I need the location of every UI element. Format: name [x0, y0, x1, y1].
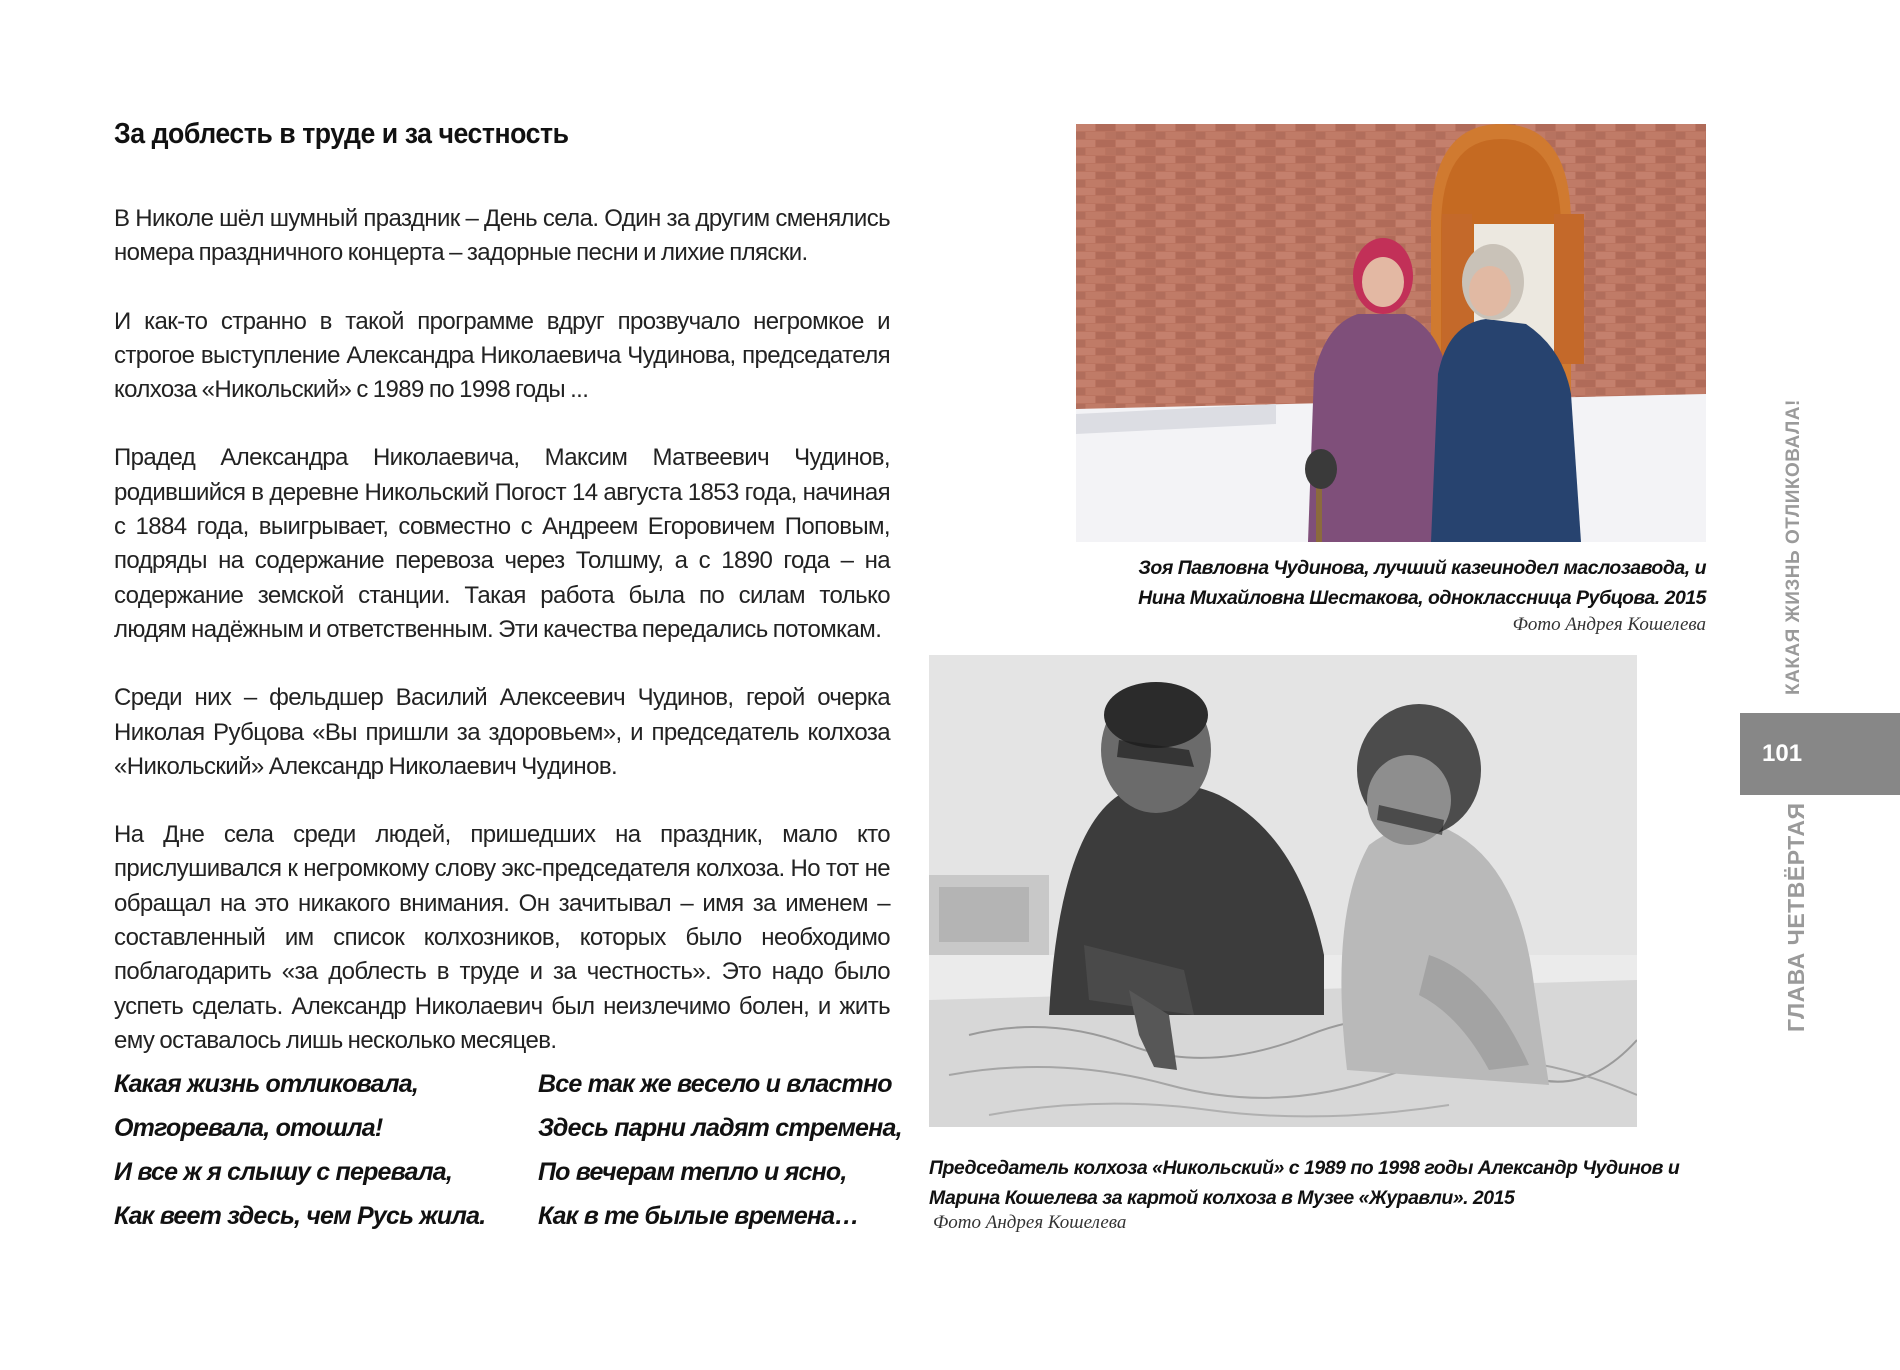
poem-line: Здесь парни ладят стремена, [538, 1114, 902, 1142]
paragraph: Прадед Александра Николаевича, Максим Матвеевич Чудинов, родившийся в деревне Никольский Погост 14 августа 1853 года, начиная с 1884 года, выигрывает, совместно с Андреем Егоровичем Поповым, подряды на содержание перевоза через Толшму, а с 1890 года – на содержание земской станции. Такая работа была по силам только людям надёжным и ответственным. Эти качества передались потомкам. [114, 444, 890, 643]
photo-credit: Фото Андрея Кошелева [1512, 614, 1706, 635]
caption-line: Марина Кошелева за картой колхоза в Музее «Журавли». 2015 [929, 1187, 1515, 1209]
photo-credit: Фото Андрея Кошелева [933, 1212, 1127, 1233]
poem-line: И все ж я слышу с перевала, [114, 1158, 453, 1186]
caption-line: Зоя Павловна Чудинова, лучший казеинодел маслозавода, и [1138, 557, 1706, 579]
photo-caption [929, 1153, 1679, 1213]
poem-stanza-left [114, 1062, 485, 1238]
poem-stanza-right [538, 1062, 902, 1238]
poem-line: Какая жизнь отликовала, [114, 1070, 419, 1098]
poem-line: Как веет здесь, чем Русь жила. [114, 1202, 486, 1230]
photo-caption [1138, 553, 1706, 613]
page-number-tab [1740, 713, 1900, 795]
poem-line: Все так же весело и властно [538, 1070, 892, 1098]
page-number: 101 [1762, 740, 1803, 767]
poem-line: По вечерам тепло и ясно, [538, 1158, 847, 1186]
poem-line: Отгоревала, отошла! [114, 1114, 383, 1142]
caption-line: Председатель колхоза «Никольский» с 1989 по 1998 годы Александр Чудинов и [929, 1157, 1680, 1179]
photo-map-study [929, 655, 1637, 1127]
photo-two-women [1076, 124, 1706, 542]
paragraph: И как-то странно в такой программе вдруг прозвучало негромкое и строгое выступление Александра Николаевича Чудинова, председателя колхоза «Никольский» с 1989 по 1998 годы ... [114, 307, 890, 404]
running-title-text: КАКАЯ ЖИЗНЬ ОТЛИКОВАЛА! [1783, 399, 1804, 695]
poem-line: Как в те былые времена… [538, 1202, 859, 1230]
paragraph: Среди них – фельдшер Василий Алексеевич Чудинов, герой очерка Николая Рубцова «Вы пришли за здоровьем», и председатель колхоза «Никольский» Александр Николаевич Чудинов. [114, 684, 890, 780]
caption-line: Нина Михайловна Шестакова, одноклассница Рубцова. 2015 [1138, 587, 1706, 609]
page-title: За доблесть в труде и за честность [114, 118, 569, 150]
paragraph: В Николе шёл шумный праздник – День села. Один за другим сменялись номера праздничного концерта – задорные песни и лихие пляски. [114, 205, 890, 267]
running-title-text: ГЛАВА ЧЕТВЁРТАЯ [1783, 802, 1809, 1032]
paragraph: На Дне села среди людей, пришедших на праздник, мало кто прислушивался к негромкому слову экс-председателя колхоза. Но тот не обращал на это никакого внимания. Он зачитывал – имя за именем – составленный им список колхозников, которых было необходимо поблагодарить «за доблесть в труде и за честность». Это надо было успеть сделать. Александр Николаевич был неизлечимо болен, и жить ему оставалось лишь несколько месяцев. [114, 821, 890, 1054]
article-body [114, 202, 890, 1092]
